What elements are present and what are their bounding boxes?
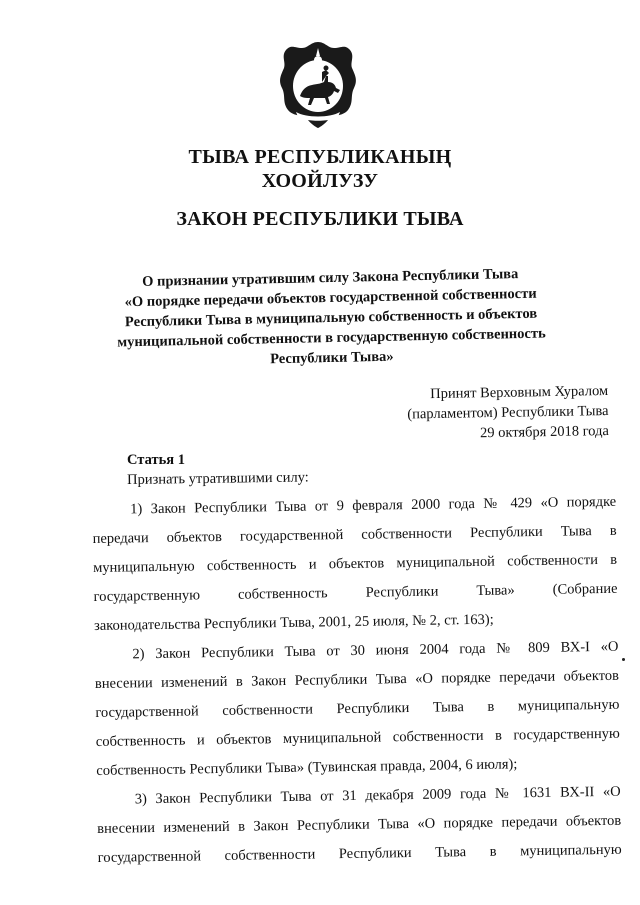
document-title-russian: ЗАКОН РЕСПУБЛИКИ ТЫВА xyxy=(176,208,464,230)
subtitle-line: «О порядке передачи объектов государственной собственности xyxy=(124,285,537,311)
subtitle-line: Республики Тыва» xyxy=(269,348,394,368)
subtitle-line: О признании утратившим силу Закона Республики Тыва xyxy=(141,266,519,290)
body-line: 2) Закон Республики Тыва от 30 июня 2004 года № 809 ВХ-I «О xyxy=(132,638,619,663)
article-intro: Признать утратившими силу: xyxy=(127,469,309,488)
subtitle-line: Республики Тыва в муниципальную собственность и объектов xyxy=(124,305,538,331)
article-body xyxy=(92,488,622,873)
body-line: внесении изменений в Закон Республики Тыва «О порядке передачи объектов xyxy=(97,812,622,837)
title-tuvan-line2: ХООЙЛУЗУ xyxy=(261,170,379,192)
body-line: 1) Закон Республики Тыва от 9 февраля 2000 года № 429 «О порядке xyxy=(130,493,617,518)
title-tuvan-line1: ТЫВА РЕСПУБЛИКАНЫҢ xyxy=(188,146,452,168)
adoption-line: (парламентом) Республики Тыва xyxy=(407,402,609,423)
body-line: законодательства Республики Тыва, 2001, 25 июля, № 2, ст. 163); xyxy=(93,611,494,634)
body-line: государственной собственности Республики Тыва в муниципальную xyxy=(97,841,622,866)
subtitle-line: муниципальной собственности в государственную собственность xyxy=(117,325,546,351)
tuva-emblem-icon xyxy=(278,38,358,130)
adoption-note xyxy=(340,381,609,446)
body-line: передачи объектов государственной собственности Республики Тыва в xyxy=(92,522,617,547)
body-line: собственность и объектов муниципальной собственности в государственную xyxy=(95,725,620,750)
law-subtitle xyxy=(95,263,567,373)
scan-dot-mark xyxy=(622,658,625,661)
body-line: собственность Республики Тыва» (Тувинская правда, 2004, 6 июля); xyxy=(96,756,518,779)
body-line: 3) Закон Республики Тыва от 31 декабря 2009 года № 1631 ВХ-II «О xyxy=(134,783,621,808)
article-heading: Статья 1 xyxy=(127,452,185,468)
document-title-tuvan xyxy=(160,145,480,193)
adoption-line: Принят Верховным Хуралом xyxy=(430,382,609,403)
body-line: государственную собственность Республики Тыва» (Собрание xyxy=(93,580,618,605)
body-line: государственной собственности Республики Тыва в муниципальную xyxy=(95,696,620,721)
body-line: муниципальную собственность и объектов муниципальной собственности в xyxy=(93,551,618,576)
adoption-date: 29 октября 2018 года xyxy=(479,422,610,442)
body-line: внесении изменений в Закон Республики Тыва «О порядке передачи объектов xyxy=(94,667,620,692)
